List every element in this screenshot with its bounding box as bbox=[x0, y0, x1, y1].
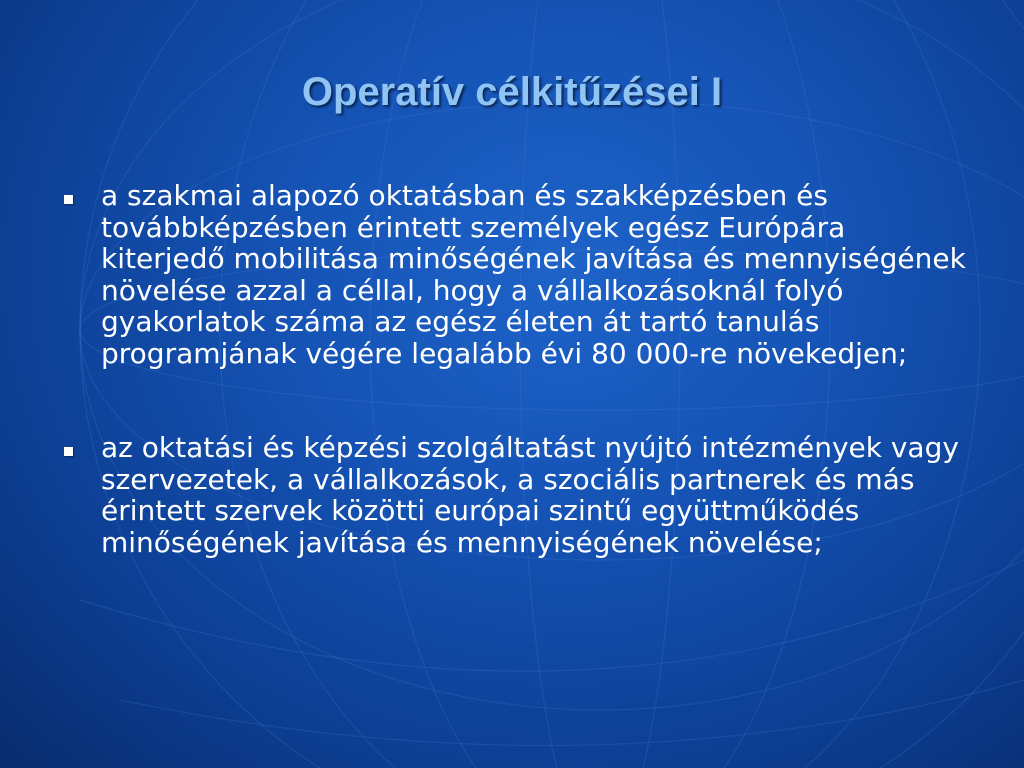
square-bullet-icon bbox=[64, 195, 73, 204]
bullet-text: a szakmai alapozó oktatásban és szakképzésben és továbbképzésben érintett személyek egész Európára kiterjedő mobilitása minőségének javítása és mennyiségének növelése azzal a céllal, hogy a vállalkozásoknál folyó gyakorlatok száma az egész életen át tartó tanulás programjának végére legalább évi 80 000-re növekedjen; bbox=[101, 179, 966, 370]
bullet-text: az oktatási és képzési szolgáltatást nyújtó intézmények vagy szervezetek, a vállalkozások, a szociális partnerek és más érintett szervek közötti európai szintű együttműködés minőségének javítása és mennyiségének növelése; bbox=[101, 431, 959, 559]
bullet-list bbox=[56, 180, 976, 621]
list-item bbox=[56, 180, 976, 369]
list-item bbox=[56, 432, 976, 558]
square-bullet-icon bbox=[64, 447, 73, 456]
slide-title: Operatív célkitűzései I bbox=[301, 70, 723, 114]
